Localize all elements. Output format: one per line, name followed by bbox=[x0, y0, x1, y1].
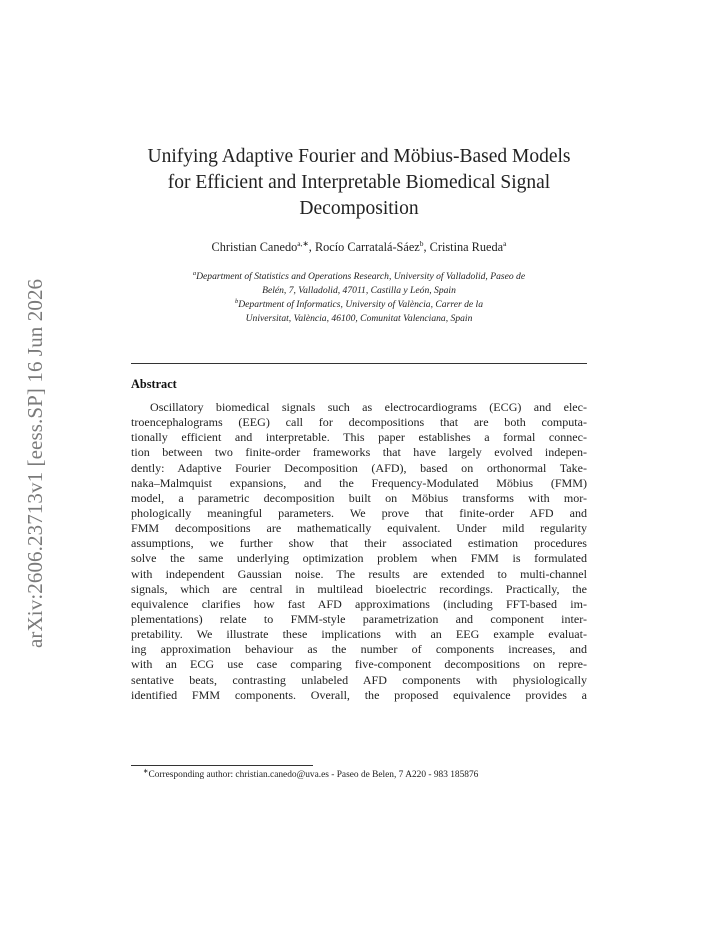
affiliation-text: Department of Informatics, University of València, Carrer de la bbox=[238, 299, 484, 311]
abstract-line: plementations) relate to FMM-style parametrization and component inter- bbox=[131, 611, 587, 626]
author-name: Rocío Carratalá-Sáez bbox=[314, 240, 420, 255]
abstract-line: Oscillatory biomedical signals such as electrocardiograms (ECG) and elec- bbox=[150, 400, 587, 414]
abstract-line: solve the same underlying optimization problem when FMM is formulated bbox=[131, 551, 587, 566]
abstract-line: dently: Adaptive Fourier Decomposition (AFD), based on orthonormal Take- bbox=[131, 460, 587, 475]
paper-title bbox=[120, 144, 598, 222]
affiliation-line: Belén, 7, Valladolid, 47011, Castilla y León, Spain bbox=[262, 284, 456, 296]
abstract-top-rule bbox=[131, 363, 587, 364]
abstract-line: troencephalograms (EEG) call for decompositions that are both computa- bbox=[131, 415, 587, 430]
author-affiliation-mark: a bbox=[503, 239, 507, 248]
affiliation-mark: a bbox=[192, 270, 197, 277]
abstract-line: assumptions, we further show that their associated estimation procedures bbox=[131, 536, 587, 551]
abstract-line: model, a parametric decomposition built on Möbius transforms with mor- bbox=[131, 490, 587, 505]
abstract-text bbox=[131, 400, 587, 703]
footnote-text: Corresponding author: christian.canedo@uva.es - Paseo de Belen, 7 A220 - 983 185876 bbox=[148, 770, 479, 781]
abstract-line: with independent Gaussian noise. The results are extended to multi-channel bbox=[131, 566, 587, 581]
abstract-line: pretability. We illustrate these implications with an EEG example evaluat- bbox=[131, 627, 587, 642]
title-line: Unifying Adaptive Fourier and Möbius-Based Models bbox=[147, 146, 571, 167]
abstract-line: identified FMM components. Overall, the proposed equivalence provides a bbox=[131, 687, 587, 702]
affiliation-a bbox=[130, 267, 588, 297]
affiliation-b bbox=[130, 295, 588, 325]
abstract-heading: Abstract bbox=[131, 377, 177, 391]
affiliation-line: Universitat, València, 46100, Comunitat Valenciana, Spain bbox=[245, 312, 473, 324]
footnote bbox=[143, 767, 593, 780]
title-line: for Efficient and Interpretable Biomedical Signal bbox=[167, 172, 551, 193]
abstract-line: equivalence clarifies how fast AFD approximations (including FFT-based im- bbox=[131, 596, 587, 611]
affiliation-mark: b bbox=[234, 298, 239, 305]
abstract-line: ing approximation behaviour as the number of components increases, and bbox=[131, 642, 587, 657]
affiliation-line bbox=[130, 267, 588, 284]
arxiv-identifier-stamp: arXiv:2606.23713v1 [eess.SP] 16 Jun 2026 bbox=[23, 278, 47, 648]
footnote-mark: ∗ bbox=[143, 768, 149, 775]
author-name: Christian Canedo bbox=[211, 240, 298, 255]
author-name: Cristina Rueda bbox=[429, 240, 504, 255]
abstract-line: signals, which are central in multilead bioelectric recordings. Practically, the bbox=[131, 581, 587, 596]
abstract-line: tion between two finite-order frameworks that have largely evolved indepen- bbox=[131, 445, 587, 460]
author-separator: , bbox=[423, 240, 430, 255]
abstract-line: FMM decompositions are mathematically equivalent. Under mild regularity bbox=[131, 521, 587, 536]
abstract-line: tionally efficient and interpretable. This paper establishes a formal connec- bbox=[131, 430, 587, 445]
affiliation-line bbox=[130, 295, 588, 312]
abstract-line: phologically meaningful parameters. We prove that finite-order AFD and bbox=[131, 505, 587, 520]
author-list bbox=[120, 239, 598, 255]
author-affiliation-mark: a,∗ bbox=[297, 239, 309, 248]
abstract-line: naka–Malmquist expansions, and the Frequency-Modulated Möbius (FMM) bbox=[131, 475, 587, 490]
author-affiliation-mark: b bbox=[419, 239, 424, 248]
affiliation-text: Department of Statistics and Operations Research, University of Valladolid, Paseo de bbox=[196, 271, 526, 283]
footnote-rule bbox=[131, 765, 313, 766]
title-line: Decomposition bbox=[299, 198, 419, 219]
abstract-line: sentative beats, contrasting unlabeled AFD components with physiologically bbox=[131, 672, 587, 687]
abstract-line: with an ECG use case comparing five-component decompositions on repre- bbox=[131, 657, 587, 672]
author-separator: , bbox=[308, 240, 315, 255]
